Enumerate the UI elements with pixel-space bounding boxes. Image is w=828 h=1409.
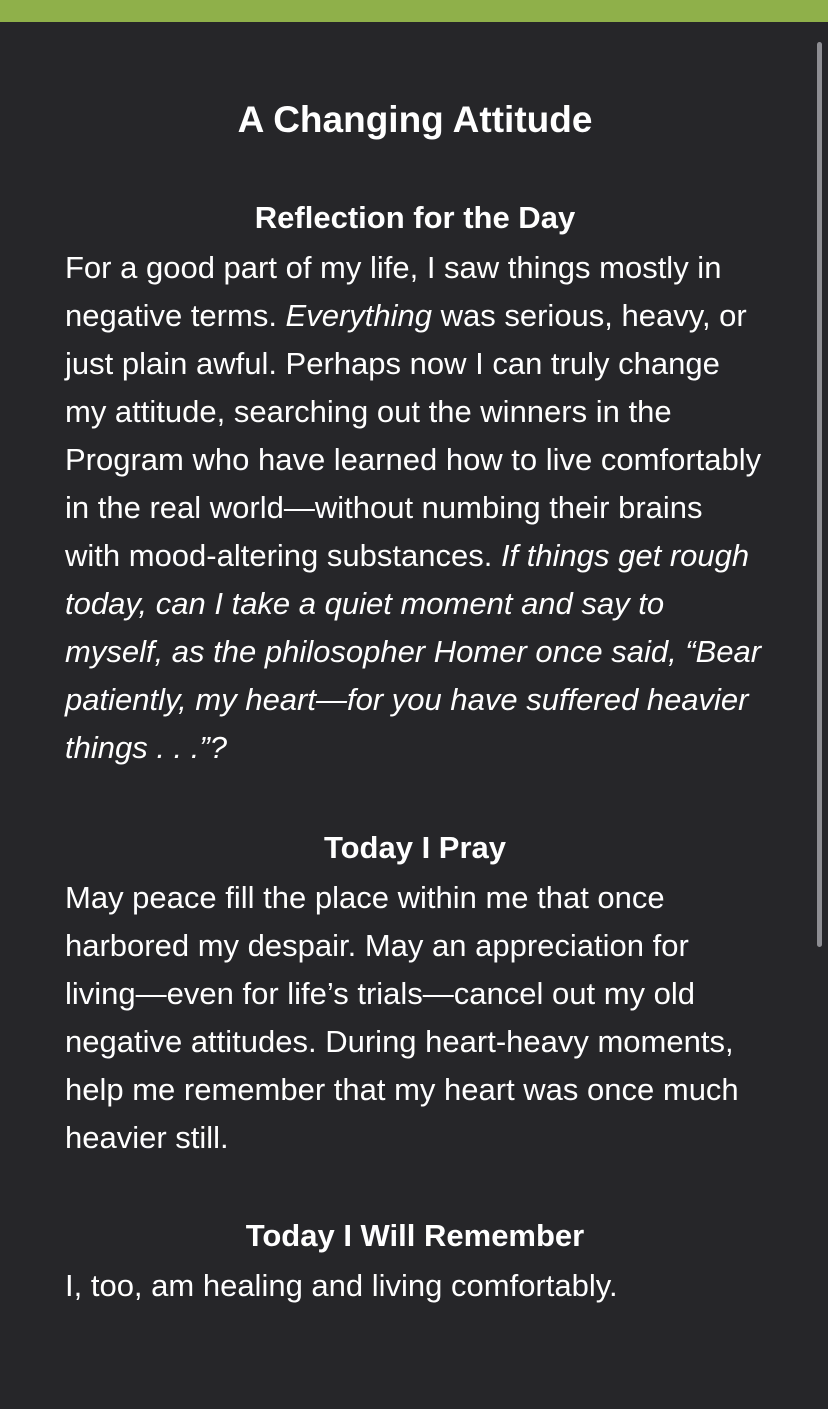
reflection-text — [65, 244, 765, 772]
reflection-text-part-1: For a good part of my life, I saw things mostly in negative terms. — [65, 250, 722, 333]
page-title: A Changing Attitude — [237, 99, 593, 140]
prayer-text: May peace fill the place within me that once harbored my despair. May an appreciation for living—even for life’s trials—cancel out my old negative attitudes. During heart-heavy moments, help me remember that my heart was once much heavier still. — [65, 880, 739, 1155]
reflection-heading: Reflection for the Day — [254, 200, 576, 235]
reflection-text-part-3: was serious, heavy, or just plain awful. Perhaps now I can truly change my attitude, searching out the winners in the Program who have learned how to live comfortably in the real world—without numbing their brains with mood-altering substances. — [65, 298, 762, 573]
scrollbar-thumb[interactable] — [817, 42, 822, 947]
remember-heading: Today I Will Remember — [245, 1218, 585, 1253]
prayer-heading: Today I Pray — [323, 830, 507, 865]
reading-content — [65, 22, 765, 1310]
scrollbar[interactable] — [817, 42, 822, 1409]
reflection-question: If things get rough today, can I take a quiet moment and say to myself, as the philosopher Homer once said, “Bear patiently, my heart—for you have suffered heavier things . . .”? — [65, 538, 762, 765]
reflection-text-emphasis: Everything — [285, 298, 433, 333]
remember-text: I, too, am healing and living comfortably. — [65, 1268, 618, 1303]
top-accent-bar — [0, 0, 828, 22]
